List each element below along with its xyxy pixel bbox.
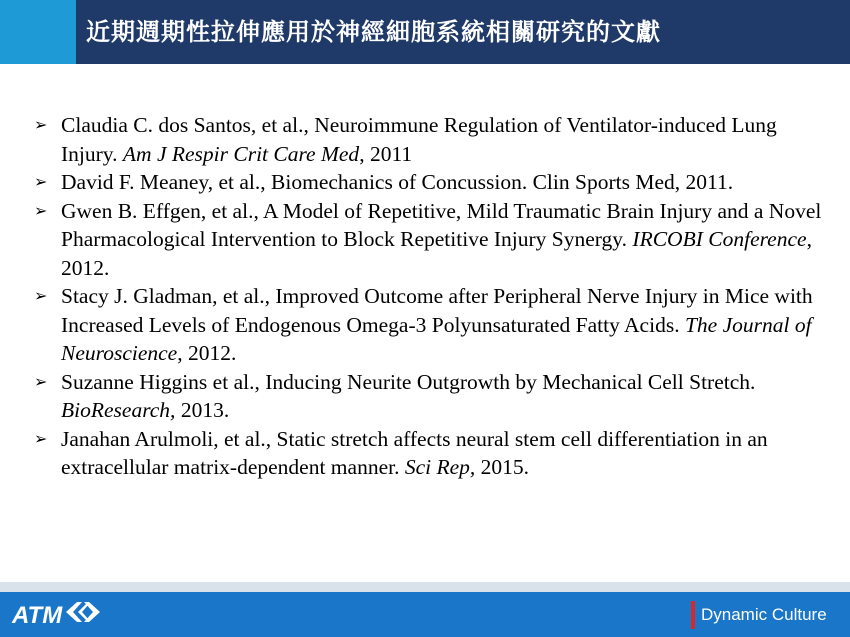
reference-journal: IRCOBI Conference (632, 227, 807, 251)
reference-year: 2013. (175, 398, 230, 422)
reference-text: David F. Meaney, et al., Biomechanics of Concussion. Clin Sports Med, 2011. (61, 170, 734, 194)
reference-list (34, 111, 824, 482)
title-bar-accent (0, 0, 76, 64)
reference-item (34, 425, 824, 482)
reference-journal: Am J Respir Crit Care Med (122, 141, 360, 166)
arrow-bullet-icon: ➢ (34, 428, 48, 448)
arrow-bullet-icon: ➢ (34, 200, 48, 220)
arrow-bullet-icon: ➢ (34, 115, 48, 134)
reference-year: 2015. (475, 455, 530, 479)
reference-text: Stacy J. Gladman, et al., Improved Outcome after Peripheral Nerve Injury in Mice with Increased Levels of Endogenous Omega-3 Polyunsaturated Fatty Acids. (61, 284, 813, 337)
footer-tagline: Dynamic Culture (701, 605, 827, 624)
reference-journal: Sci Rep, (404, 455, 476, 479)
reference-text: Claudia C. dos Santos, et al., Neuroimmune Regulation of Ventilator-induced Lung Injury. (61, 113, 777, 166)
reference-item (34, 282, 824, 368)
slide-title: 近期週期性拉伸應用於神經細胞系統相關研究的文獻 (86, 18, 661, 46)
tagline-accent-bar (691, 601, 695, 629)
reference-year: , 2012. (61, 227, 812, 280)
title-bar (0, 0, 850, 64)
reference-text: Janahan Arulmoli, et al., Static stretch affects neural stem cell differentiation in an extracellular matrix-dependent manner. (61, 426, 768, 479)
reference-item (34, 111, 824, 168)
reference-journal: The Journal of Neuroscience (61, 312, 812, 365)
reference-text: Suzanne Higgins et al., Inducing Neurite Outgrowth by Mechanical Cell Stretch. (61, 369, 756, 394)
logo-text: ATM (12, 602, 63, 629)
arrow-bullet-icon: ➢ (34, 172, 48, 191)
reference-item (34, 368, 824, 425)
reference-item (34, 197, 824, 283)
reference-text: Gwen B. Effgen, et al., A Model of Repetitive, Mild Traumatic Brain Injury and a Novel Pharmacological Intervention to Block Repetitive Injury Synergy. (61, 198, 822, 251)
footer-divider (0, 582, 850, 592)
reference-year: , 2011 (359, 141, 413, 166)
reference-journal: BioResearch, (61, 398, 176, 422)
reference-year: , 2012. (177, 341, 237, 365)
double-arrow-icon (66, 596, 100, 636)
arrow-bullet-icon: ➢ (34, 286, 48, 305)
atm-logo (12, 596, 100, 636)
arrow-bullet-icon: ➢ (34, 371, 48, 391)
reference-item (34, 168, 824, 197)
